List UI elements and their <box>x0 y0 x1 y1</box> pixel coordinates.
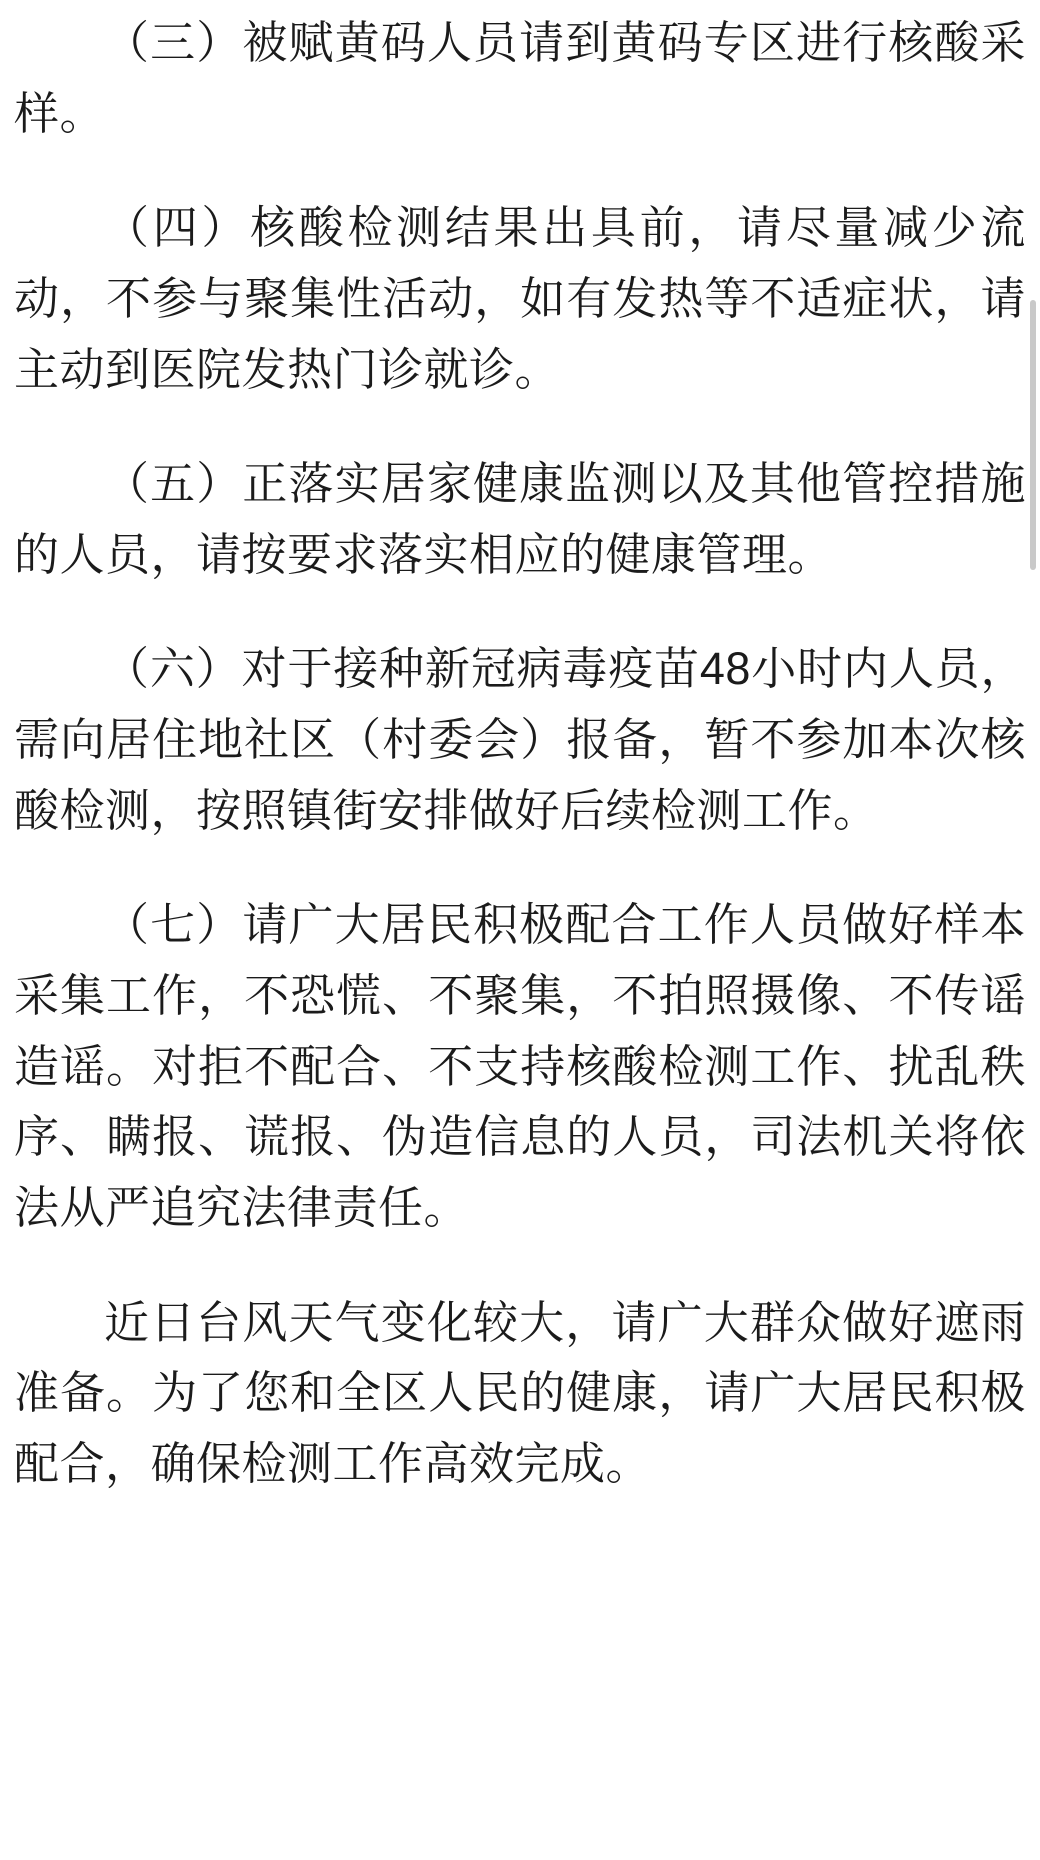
paragraph-3: （三）被赋黄码人员请到黄码专区进行核酸采样。 <box>14 17 1026 139</box>
paragraph-6: （六）对于接种新冠病毒疫苗48小时内人员，需向居住地社区（村委会）报备，暂不参加本次核酸检测，按照镇街安排做好后续检测工作。 <box>14 643 1026 836</box>
paragraph-7: （七）请广大居民积极配合工作人员做好样本采集工作，不恐慌、不聚集，不拍照摄像、不传谣造谣。对拒不配合、不支持核酸检测工作、扰乱秩序、瞒报、谎报、伪造信息的人员，司法机关将依法从严追究法律责任。 <box>14 899 1026 1233</box>
document-body <box>14 8 1026 1500</box>
paragraph-closing: 近日台风天气变化较大，请广大群众做好遮雨准备。为了您和全区人民的健康，请广大居民积极配合，确保检测工作高效完成。 <box>14 1296 1026 1489</box>
vertical-scrollbar[interactable] <box>1030 300 1036 570</box>
paragraph-5: （五）正落实居家健康监测以及其他管控措施的人员，请按要求落实相应的健康管理。 <box>14 458 1026 580</box>
paragraph-4: （四）核酸检测结果出具前，请尽量减少流动，不参与聚集性活动，如有发热等不适症状，请主动到医院发热门诊就诊。 <box>14 202 1026 395</box>
